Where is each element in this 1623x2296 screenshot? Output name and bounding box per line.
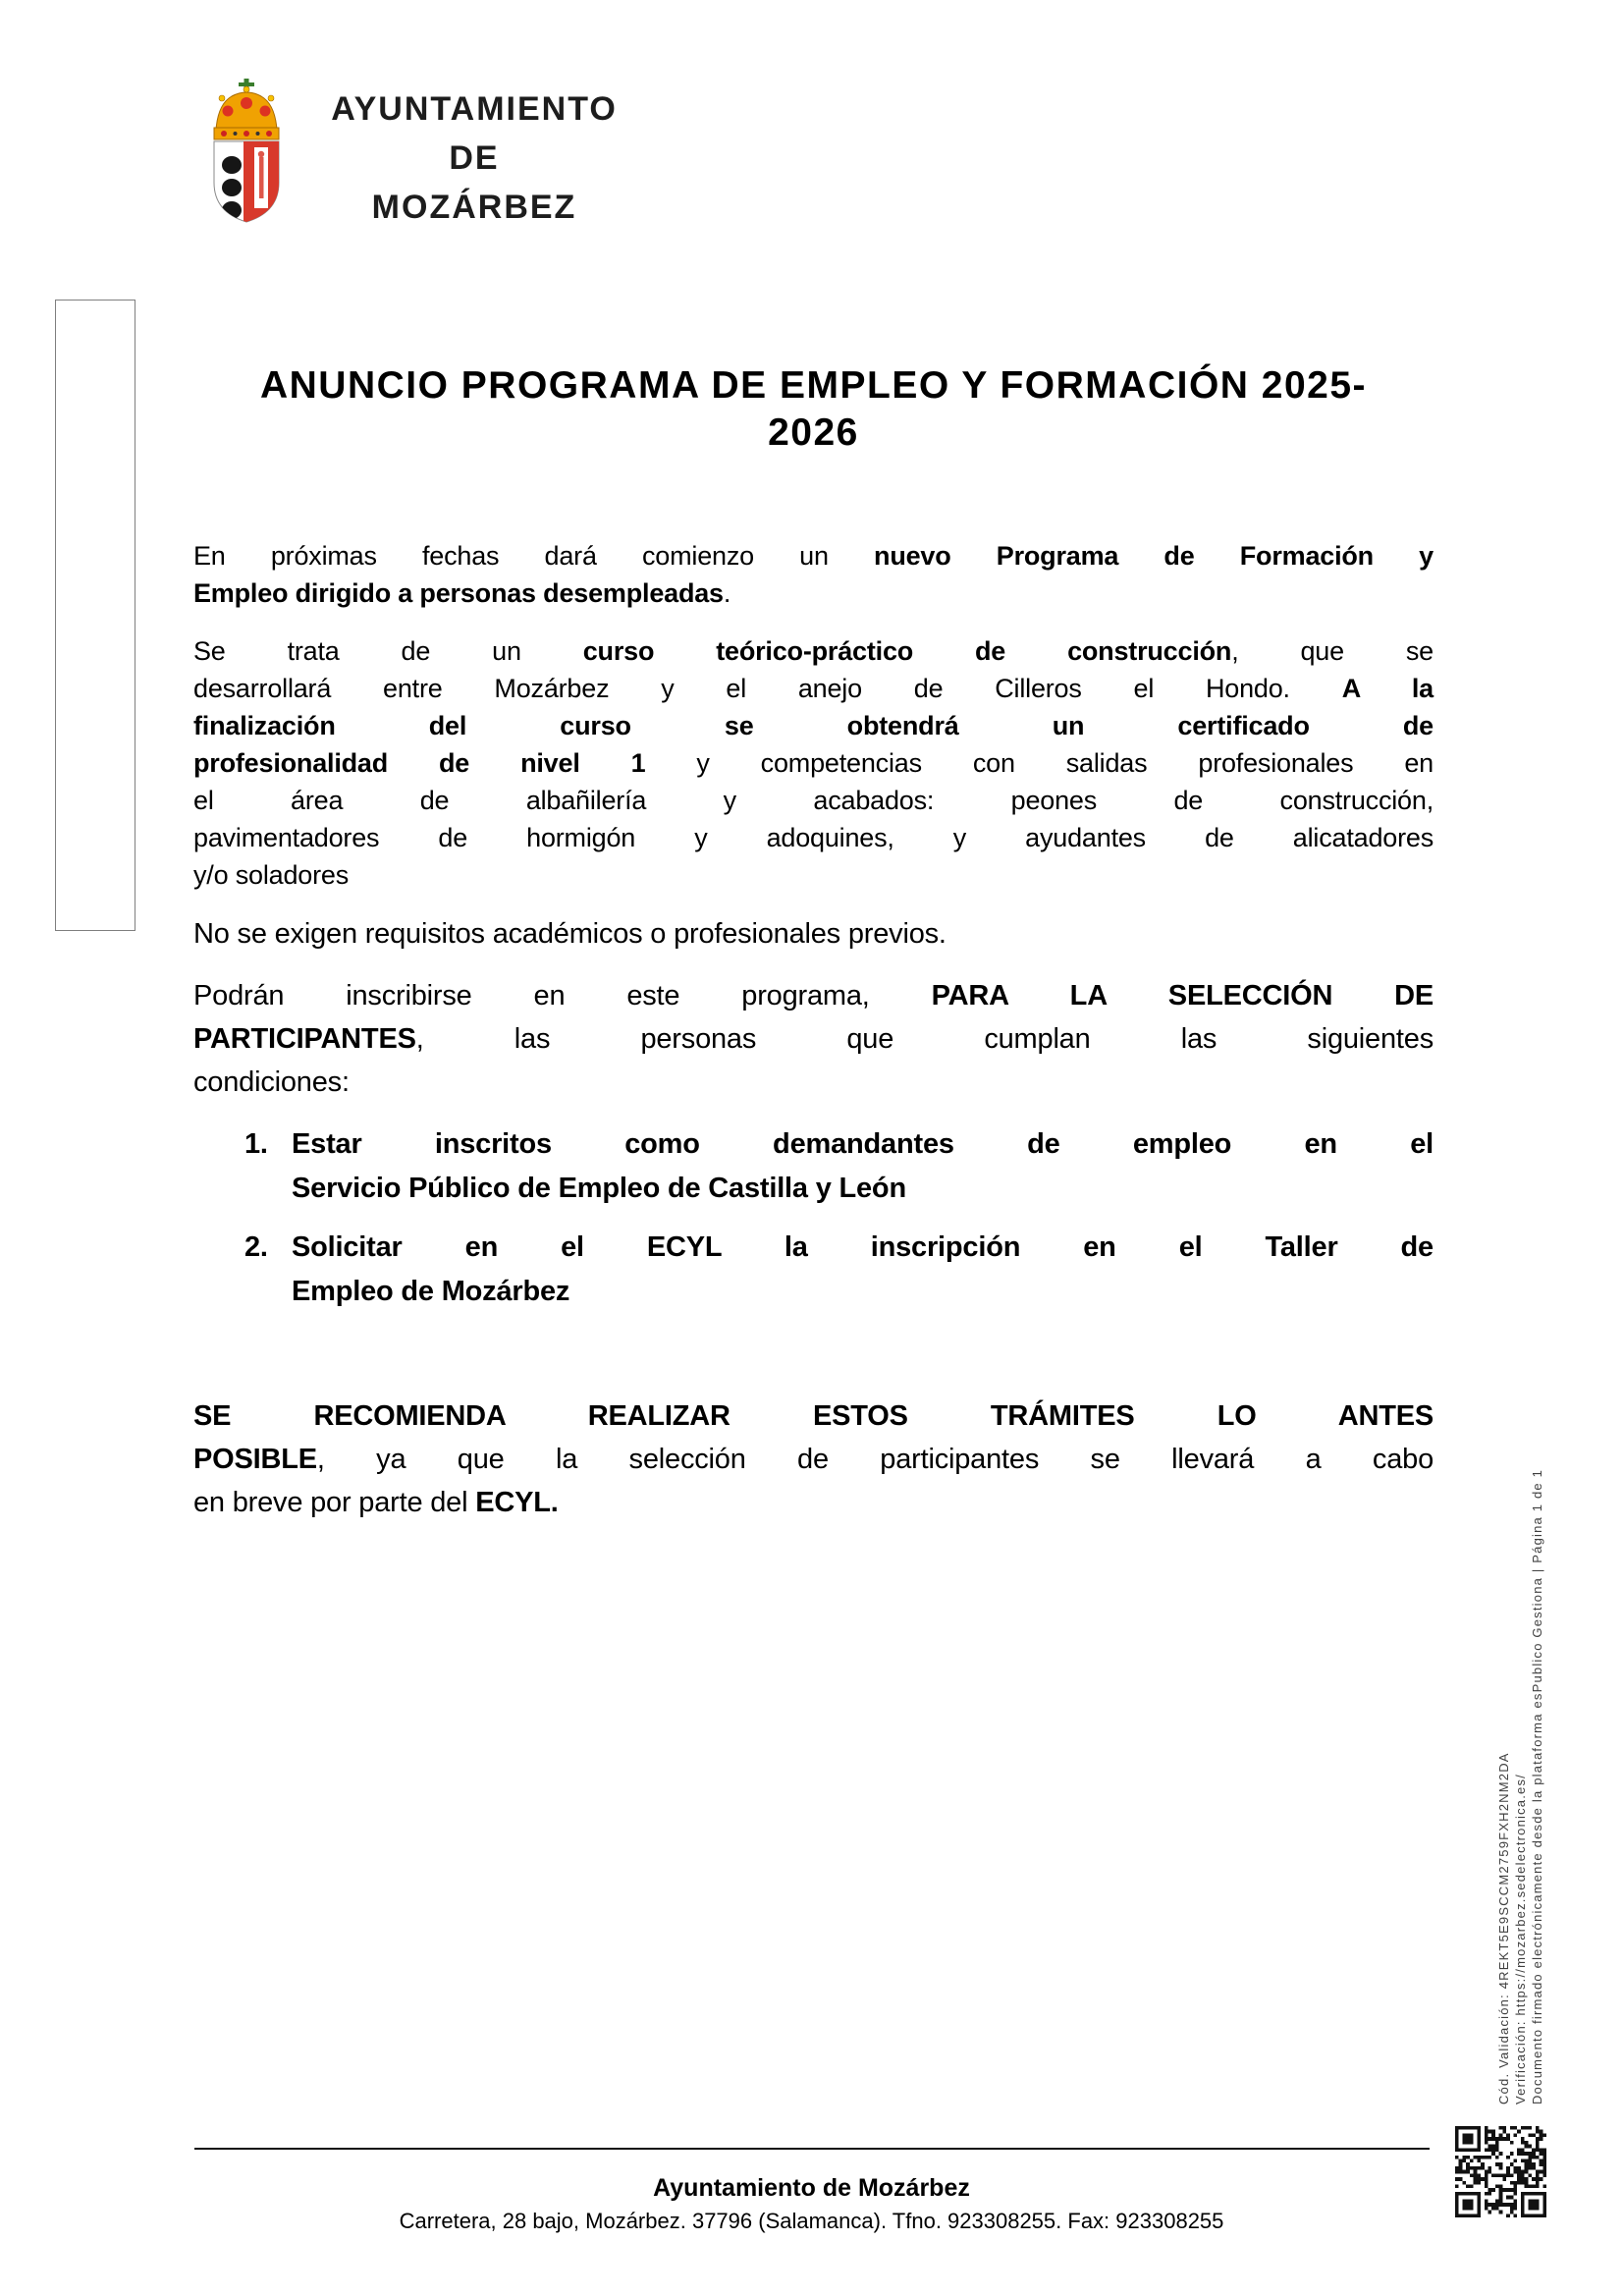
recommendation-paragraph [193,1394,1434,1524]
validation-code-line: Cód. Validación: 4REKT5E9SCCM2759FXH2NM2DA [1496,1752,1511,2105]
list-item-number: 2. [244,1231,268,1263]
text-line: el área de albañilería y acabados: peones de construcción, [193,786,1434,815]
text-line: Podrán inscribirse en este programa, PARA LA SELECCIÓN DE [193,980,1434,1011]
text-line: y/o soladores [193,860,349,890]
document-content [193,362,1434,1524]
text-line: No se exigen requisitos académicos o profesionales previos. [193,918,947,950]
verification-url-line: Verificación: https://mozarbez.sedelectronica.es/ [1513,1774,1528,2105]
document-title-line: ANUNCIO PROGRAMA DE EMPLEO Y FORMACIÓN 2025- [259,364,1368,407]
list-item [244,1226,1434,1314]
validation-stamp [1495,1469,1545,2105]
text-line: pavimentadores de hormigón y adoquines, y ayudantes de alicatadores [193,823,1434,852]
footer-divider [194,2148,1430,2150]
org-name-line: AYUNTAMIENTO [331,90,618,128]
text-line: Empleo de Mozárbez [292,1276,570,1307]
text-line: profesionalidad de nivel 1 y competencias con salidas profesionales en [193,748,1434,778]
text-line: En próximas fechas dará comienzo un nuevo Programa de Formación y [193,541,1434,571]
text-line: POSIBLE, ya que la selección de participantes se llevará a cabo [193,1444,1434,1475]
document-body [193,537,1434,1524]
org-name-line: DE [449,139,500,177]
mozarbez-coat-of-arms-icon [208,79,285,224]
signature-placeholder-box [55,300,135,931]
list-item-text [292,1122,1434,1211]
footer-address: Carretera, 28 bajo, Mozárbez. 37796 (Salamanca). Tfno. 923308255. Fax: 923308255 [399,2209,1224,2233]
text-line: PARTICIPANTES, las personas que cumplan las siguientes [193,1023,1434,1055]
course-paragraph [193,632,1434,894]
text-line: Empleo dirigido a personas desempleadas. [193,578,731,608]
document-title [193,362,1434,457]
signature-note-line: Documento firmado electrónicamente desde la plataforma esPublico Gestiona | Página 1 de 1 [1530,1468,1544,2105]
list-item-text [292,1226,1434,1314]
org-name-line: MOZÁRBEZ [371,189,577,226]
list-item-number: 1. [244,1128,268,1160]
enrollment-paragraph [193,974,1434,1104]
intro-paragraph [193,537,1434,612]
text-line: condiciones: [193,1066,350,1098]
text-line: desarrollará entre Mozárbez y el anejo de Cilleros el Hondo. A la [193,674,1434,703]
qr-code [1455,2126,1546,2217]
document-title-line: 2026 [768,411,859,454]
conditions-list [193,1122,1434,1314]
text-line: SE RECOMIENDA REALIZAR ESTOS TRÁMITES LO ANTES [193,1400,1434,1432]
requirements-paragraph [193,912,1434,956]
text-line: en breve por parte del ECYL. [193,1487,559,1518]
text-line: Servicio Público de Empleo de Castilla y León [292,1173,906,1204]
text-line: Se trata de un curso teórico-práctico de construcción, que se [193,636,1434,666]
footer [0,2172,1623,2236]
text-line: Estar inscritos como demandantes de empleo en el [292,1128,1434,1160]
text-line: finalización del curso se obtendrá un certificado de [193,711,1434,740]
org-name [327,84,622,232]
footer-org-name: Ayuntamiento de Mozárbez [653,2174,970,2202]
list-item [244,1122,1434,1211]
text-line: Solicitar en el ECYL la inscripción en el Taller de [292,1231,1434,1263]
